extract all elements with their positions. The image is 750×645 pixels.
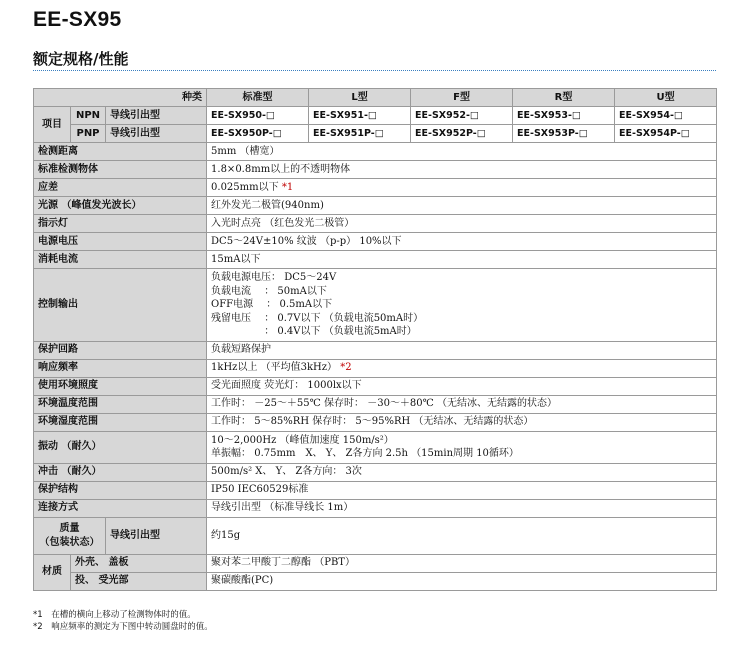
npn-model-f: EE-SX952-□: [411, 107, 513, 125]
row-current: [34, 251, 717, 269]
label-humidity-range: 环境湿度范围: [34, 413, 207, 431]
value-control-output: [207, 269, 717, 342]
value-vibration: [207, 431, 717, 463]
footnote-mark: *1: [33, 610, 43, 620]
vibration-line: 单振幅： 0.75mm X、 Y、 Z各方向 2.5h （15min周期 10循环）: [211, 448, 519, 459]
row-indicator: [34, 215, 717, 233]
spec-table: [33, 88, 717, 591]
value-light-source: 红外发光二极管(940nm): [207, 197, 717, 215]
label-connection: 连接方式: [34, 499, 207, 517]
mass-label-line: （包装状态）: [39, 536, 100, 548]
footnote-text: 响应频率的测定为下图中转动圆盘时的值。: [51, 622, 213, 632]
pnp-model-standard: EE-SX950P-□: [207, 125, 309, 143]
value-illuminance: 受光面照度 荧光灯： 1000lx以下: [207, 377, 717, 395]
value-response: [207, 359, 717, 377]
row-temp-range: [34, 395, 717, 413]
row-shock: [34, 463, 717, 481]
value-current: 15mA以下: [207, 251, 717, 269]
label-temp-range: 环境温度范围: [34, 395, 207, 413]
control-output-line: OFF电源 ： 0.5mA以下: [211, 299, 333, 310]
footnote-2: [33, 621, 213, 633]
pnp-label: PNP: [71, 125, 106, 143]
value-enclosure: IP50 IEC60529标准: [207, 481, 717, 499]
label-enclosure: 保护结构: [34, 481, 207, 499]
label-std-object: 标准检测物体: [34, 161, 207, 179]
response-text: 1kHz以上 （平均值3kHz）: [211, 362, 338, 373]
label-shock: 冲击 （耐久）: [34, 463, 207, 481]
pnp-model-u: EE-SX954P-□: [615, 125, 717, 143]
npn-lead-label: 导线引出型: [106, 107, 207, 125]
row-connection: [34, 499, 717, 517]
value-material-lens: 聚碳酸酯(PC): [207, 572, 717, 590]
label-material: 材质: [34, 554, 71, 590]
control-output-line: ： 0.4V以下 （负载电流5mA时）: [211, 326, 417, 337]
footnote-ref-1: *1: [281, 181, 294, 193]
row-material-lens: [34, 572, 717, 590]
label-material-case: 外壳、 盖板: [71, 554, 207, 572]
value-connection: 导线引出型 （标准导线长 1m）: [207, 499, 717, 517]
pnp-model-f: EE-SX952P-□: [411, 125, 513, 143]
value-protection: 负载短路保护: [207, 341, 717, 359]
value-std-object: 1.8×0.8mm以上的不透明物体: [207, 161, 717, 179]
npn-model-l: EE-SX951-□: [309, 107, 411, 125]
label-current: 消耗电流: [34, 251, 207, 269]
row-supply-voltage: [34, 233, 717, 251]
footnote-1: [33, 609, 213, 621]
label-mass-lead: 导线引出型: [106, 517, 207, 554]
label-light-source: 光源 （峰值发光波长）: [34, 197, 207, 215]
value-detect-distance: 5mm （槽宽）: [207, 143, 717, 161]
label-detect-distance: 检测距离: [34, 143, 207, 161]
col-header-f: F型: [411, 89, 513, 107]
label-illuminance: 使用环境照度: [34, 377, 207, 395]
row-mass: [34, 517, 717, 554]
row-detect-distance: [34, 143, 717, 161]
hysteresis-text: 0.025mm以下: [211, 181, 279, 193]
value-humidity-range: 工作时： 5～85%RH 保存时： 5～95%RH （无结冰、无结露的状态）: [207, 413, 717, 431]
header-row: [34, 89, 717, 107]
pnp-lead-label: 导线引出型: [106, 125, 207, 143]
col-header-l: L型: [309, 89, 411, 107]
control-output-line: 负载电流 ： 50mA以下: [211, 285, 327, 297]
row-vibration: [34, 431, 717, 463]
col-header-standard: 标准型: [207, 89, 309, 107]
label-response: 响应频率: [34, 359, 207, 377]
pnp-model-r: EE-SX953P-□: [513, 125, 615, 143]
npn-model-u: EE-SX954-□: [615, 107, 717, 125]
npn-model-standard: EE-SX950-□: [207, 107, 309, 125]
value-temp-range: 工作时： －25～＋55℃ 保存时： －30～＋80℃ （无结冰、无结露的状态）: [207, 395, 717, 413]
npn-model-r: EE-SX953-□: [513, 107, 615, 125]
row-hysteresis: [34, 179, 717, 197]
control-output-line: 残留电压 ： 0.7V以下 （负载电流50mA时）: [211, 312, 424, 324]
model-title: EE-SX95: [33, 8, 122, 31]
value-supply-voltage: DC5～24V±10% 纹波 （p-p） 10%以下: [207, 233, 717, 251]
row-enclosure: [34, 481, 717, 499]
label-vibration: 振动 （耐久）: [34, 431, 207, 463]
value-material-case: 聚对苯二甲酸丁二醇酯 （PBT）: [207, 554, 717, 572]
mass-label-line: 质量: [59, 523, 80, 534]
footnote-mark: *2: [33, 622, 43, 632]
npn-label: NPN: [71, 107, 106, 125]
col-header-u: U型: [615, 89, 717, 107]
row-std-object: [34, 161, 717, 179]
label-material-lens: 投、 受光部: [71, 572, 207, 590]
section-title: 额定规格/性能: [33, 50, 129, 68]
row-illuminance: [34, 377, 717, 395]
pnp-row: [34, 125, 717, 143]
type-header: 种类: [34, 89, 207, 107]
label-protection: 保护回路: [34, 341, 207, 359]
row-protection: [34, 341, 717, 359]
title-divider: [33, 70, 716, 71]
value-mass: 约15g: [207, 517, 717, 554]
col-header-r: R型: [513, 89, 615, 107]
row-humidity-range: [34, 413, 717, 431]
control-output-line: 负载电源电压： DC5～24V: [211, 272, 337, 283]
row-material-case: [34, 554, 717, 572]
footnotes: [33, 609, 213, 633]
item-header: 项目: [34, 107, 71, 143]
pnp-model-l: EE-SX951P-□: [309, 125, 411, 143]
npn-row: [34, 107, 717, 125]
value-indicator: 入光时点亮 （红色发光二极管）: [207, 215, 717, 233]
row-response: [34, 359, 717, 377]
footnote-text: 在槽的横向上移动了检测物体时的值。: [51, 610, 196, 620]
label-supply-voltage: 电源电压: [34, 233, 207, 251]
label-control-output: 控制输出: [34, 269, 207, 342]
row-light-source: [34, 197, 717, 215]
label-mass: [34, 517, 106, 554]
row-control-output: [34, 269, 717, 342]
value-shock: 500m/s² X、 Y、 Z各方向： 3次: [207, 463, 717, 481]
label-hysteresis: 应差: [34, 179, 207, 197]
label-indicator: 指示灯: [34, 215, 207, 233]
value-hysteresis: [207, 179, 717, 197]
vibration-line: 10～2,000Hz （峰值加速度 150m/s²）: [211, 434, 394, 446]
footnote-ref-2: *2: [340, 362, 352, 373]
